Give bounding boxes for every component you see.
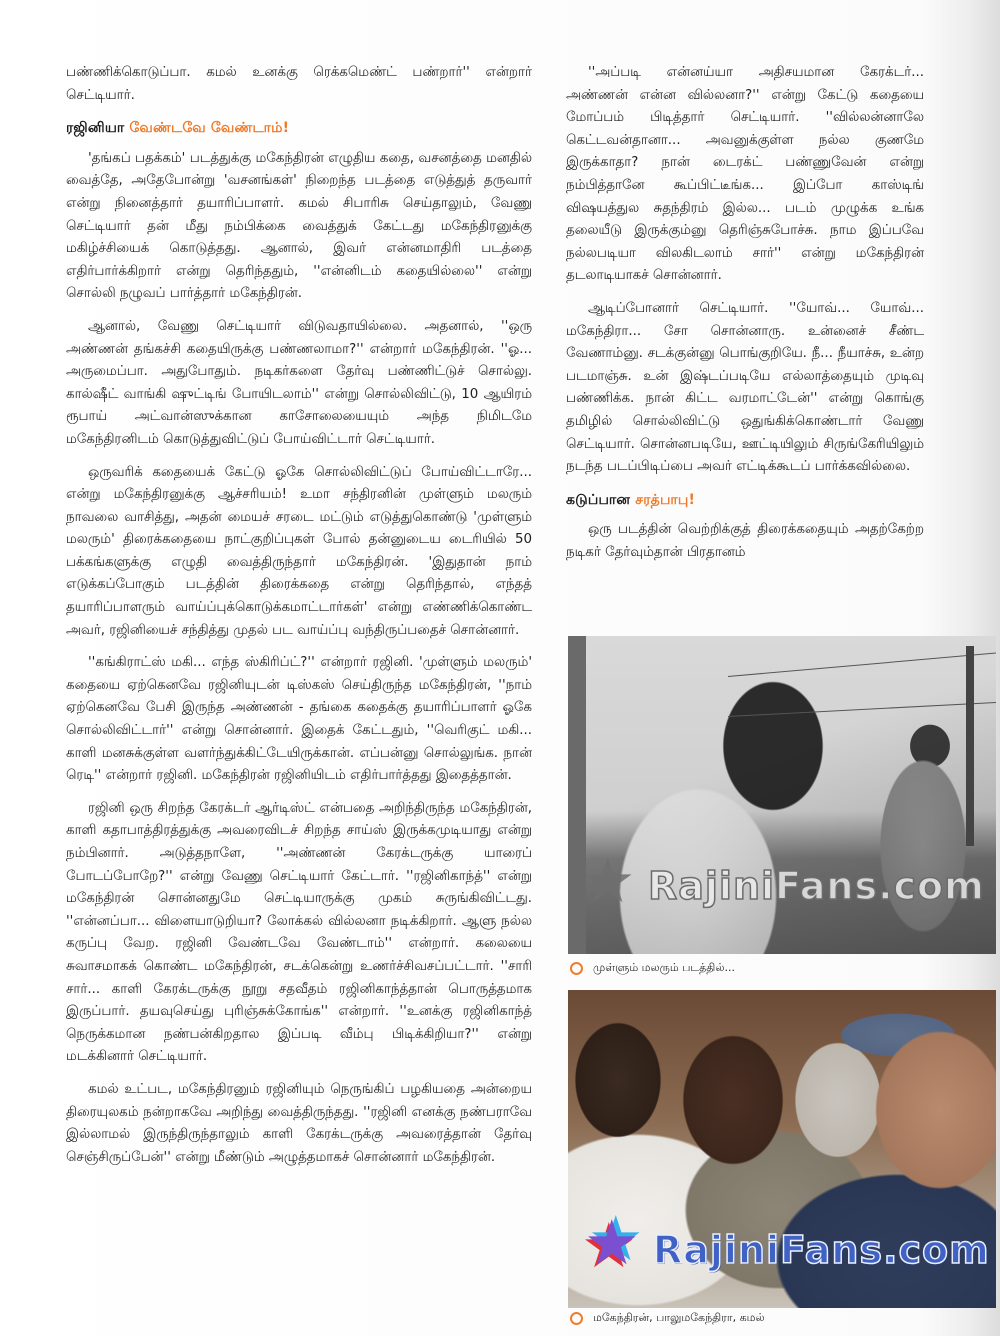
heading-orange-part: வேண்டவே வேண்டாம்!: [129, 120, 290, 137]
photo-caption: [570, 961, 735, 976]
watermark-text: RajiniFans.com: [653, 1228, 990, 1272]
watermark-text: RajiniFans.com: [648, 864, 985, 908]
heading-black-part: கடுப்பான: [566, 491, 631, 508]
watermark-star-icon: ★: [584, 1206, 640, 1279]
section-heading-rajiniya: [66, 117, 532, 140]
heading-orange-part: சரத்பாபு!: [635, 491, 696, 508]
caption-bullet-icon: [570, 1312, 583, 1325]
paragraph: ''அப்படி என்னய்யா அதிசயமான கேரக்டர்... அண்ணன் என்ன வில்லனா?'' என்று கேட்டு கதையை மோப்பம் பிடித்தார் செட்டியார். ''வில்லன்னாலே கெட்டவன்தானா... அவனுக்குள்ள நல்ல குணமே இருக்காதா? நான் டைரக்ட் பண்ணுவேன் என்று நம்பித்தானே கூப்பிட்டீங்க... இப்போ காஸ்டிங் விஷயத்துல சுதந்திரம் இல்ல... படம் முழுக்க உங்க தலையீடு இருக்கும்னு தெரிஞ்சுபோச்சு. நாம இப்பவே நல்லபடியா விலகிடலாம் சார்'' என்று மகேந்திரன் தடலாடியாகச் சொன்னார்.: [566, 65, 924, 284]
photo-wire-shape: [728, 701, 996, 717]
caption-bullet-icon: [570, 962, 583, 975]
paragraph: ரஜினி ஒரு சிறந்த கேரக்டர் ஆர்டிஸ்ட் என்பதை அறிந்திருந்த மகேந்திரன், காளி கதாபாத்திரத்துக்கு அவரைவிடச் சிறந்த சாய்ஸ் இருக்கமுடியாது என்று நம்பினார். அடுத்தநாளே, ''அண்ணன் கேரக்டருக்கு யாரைப் போடப்போறே?'' என்று வேணு செட்டியார் கேட்டார். ''ரஜினிகாந்த்'' என்று மகேந்திரன் சொன்னதுமே செட்டியாருக்கு முகம் சுருங்கிவிட்டது. ''என்னப்பா... விளையாடுறியா? லோக்கல் வில்லனா நடிக்கிறார். ஆளு நல்ல கருப்பு வேற. ரஜினி வேண்டவே வேண்டாம்'' என்றார். கலையை சுவாசமாகக் கொண்ட மகேந்திரன், சடக்கென்று உணர்ச்சிவசப்பட்டார். ''சாரி சார்... காளி கேரக்டருக்கு நூறு சதவீதம் ரஜினிகாந்த்தான் பொருத்தமாக இருப்பார். தயவுசெய்து புரிஞ்சுக்கோங்க'' என்றார். ''உனக்கு ரஜினிகாந்த் நெருக்கமான நண்பன்கிறதால இப்படி வீம்பு பிடிக்கிறியா?'' என்று மடக்கினார் செட்டியார்.: [66, 800, 532, 1065]
paragraph: ஒரு படத்தின் வெற்றிக்குத் திரைக்கதையும் அதற்கேற்ற நடிகர் தேர்வும்தான் பிரதானம்: [566, 522, 924, 560]
paragraph: ''கங்கிராட்ஸ் மகி... எந்த ஸ்கிரிப்ட்?'' என்றார் ரஜினி. 'முள்ளும் மலரும்' கதையை ஏற்கெனவே ரஜினியுடன் டிஸ்கஸ் செய்திருந்த மகேந்திரன், ''நாம் ஏற்கெனவே பேசி இருந்த அண்ணன் - தங்கை கதைக்கு தயாரிப்பாளர் ஓகே சொல்லிவிட்டார்'' என்று சொன்னார். இதைக் கேட்டதும், ''வெரிகுட் மகி... காளி மனசுக்குள்ள வளர்ந்துக்கிட்டேயிருக்கான். எப்பன்னு சொல்லுங்க. நான் ரெடி'' என்றார் ரஜினி. மகேந்திரன் ரஜினியிடம் எதிர்பார்த்தது இதைத்தான்.: [66, 655, 532, 784]
paragraph: கமல் உட்பட, மகேந்திரனும் ரஜினியும் நெருங்கிப் பழகியதை அன்றைய திரையுலகம் நன்றாகவே அறிந்து வைத்திருந்தது. ''ரஜினி எனக்கு நண்பராவே இல்லாமல் இருந்திருந்தாலும் காளி கேரக்டருக்கு அவரைத்தான் தேர்வு செஞ்சிருப்பேன்'' என்று மீண்டும் அழுத்தமாகச் சொன்னார் மகேந்திரன்.: [66, 1081, 532, 1165]
caption-text: மகேந்திரன், பாலுமகேந்திரா, கமல்: [593, 1311, 765, 1324]
paragraph-continuation: பண்ணிக்கொடுப்பா. கமல் உனக்கு ரெக்கமெண்ட் பண்றார்'' என்றார் செட்டியார்.: [66, 65, 532, 103]
article-right-column: [566, 62, 924, 574]
watermark-star-icon: ★: [580, 844, 636, 917]
photo-pole-shape: [966, 646, 974, 846]
heading-black-part: ரஜினியா: [66, 120, 125, 137]
paragraph: ஆனால், வேணு செட்டியார் விடுவதாயில்லை. அதனால், ''ஒரு அண்ணன் தங்கச்சி கதையிருக்கு பண்ணலாமா?'' என்றார் மகேந்திரன். ''ஓ... அருமைப்பா. அதுபோதும். நடிகர்களை தேர்வு பண்ணிட்டுச் சொல்லு. கால்ஷீட் வாங்கி ஷுட்டிங் போயிடலாம்'' என்று சொல்லிவிட்டு, 10 ஆயிரம் ரூபாய் அட்வான்ஸுக்கான காசோலையையும் அந்த நிமிடமே மகேந்திரனிடம் கொடுத்துவிட்டுப் போய்விட்டார் செட்டியார்.: [66, 318, 532, 447]
section-heading-kaduppana: [566, 489, 924, 512]
paragraph: ஆடிப்போனார் செட்டியார். ''யோவ்... யோவ்... மகேந்திரா... சோ சொன்னாரு. உன்னைச் சீண்ட வேணாம்னு. சடக்குன்னு பொங்குறியே. நீ... நீயாச்சு, உன்ற படமாஞ்சு. உன் இஷ்டப்படியே எல்லாத்தையும் முடிவு பண்ணிக்க. நான் கிட்ட வரமாட்டேன்'' என்று கொங்கு தமிழில் சொல்லிவிட்டு ஒதுங்கிக்கொண்டார் வேணு செட்டியார். சொன்னபடியே, ஊட்டியிலும் சிருங்கேரியிலும் நடந்த படப்பிடிப்பை அவர் எட்டிக்கூடப் பார்க்கவில்லை.: [566, 300, 924, 475]
photo-mullum-malarum-still: [568, 636, 996, 954]
paragraph: ஒருவரிக் கதையைக் கேட்டு ஓகே சொல்லிவிட்டுப் போய்விட்டாரே... என்று மகேந்திரனுக்கு ஆச்சரியம்! உமா சந்திரனின் முள்ளும் மலரும் நாவலை வாசித்து, அதன் மையச் சரடை மட்டும் எடுத்துகொண்டு 'முள்ளும் மலரும்' திரைக்கதையை நாட்குறிப்புகள் போல் தன்னுடைய டைரியில் 50 பக்கங்களுக்கு எழுதி வைத்திருந்தார் மகேந்திரன். 'இதுதான் நாம் எடுக்கப்போகும் படத்தின் திரைக்கதை என்று தெரிந்தால், எந்தத் தயாரிப்பாளரும் வாய்ப்புக்கொடுக்கமாட்டார்கள்' என்று எண்ணிக்கொண்ட அவர், ரஜினியைச் சந்தித்து முதல் பட வாய்ப்பு வந்திருப்பதைச் சொன்னார்.: [66, 464, 532, 638]
photo-mahendran-balumahendra-kamal: [568, 990, 996, 1308]
photo-wire-shape: [728, 652, 996, 677]
photo-caption: [570, 1311, 765, 1326]
caption-text: முள்ளும் மலரும் படத்தில்...: [593, 961, 735, 974]
paragraph: 'தங்கப் பதக்கம்' படத்துக்கு மகேந்திரன் எழுதிய கதை, வசனத்தை மனதில் வைத்தே, அதேபோன்று 'வசனங்கள்' நிறைந்த படத்தை எடுத்துத் தருவார் என்று நினைத்தார் தயாரிப்பாளர். கமல் சிபாரிசு செய்தாலும், வேணு செட்டியார் தன் மீது நம்பிக்கை வைத்துக் கேட்டது மகேந்திரனுக்கு மகிழ்ச்சியைக் கொடுத்தது. ஆனால், இவர் என்னமாதிரி படத்தை எதிர்பார்க்கிறார் என்று தெரிந்ததும், ''என்னிடம் கதையில்லை'' என்று சொல்லி நழுவப் பார்த்தார் மகேந்திரன்.: [66, 150, 532, 302]
article-left-column: [66, 62, 532, 1179]
